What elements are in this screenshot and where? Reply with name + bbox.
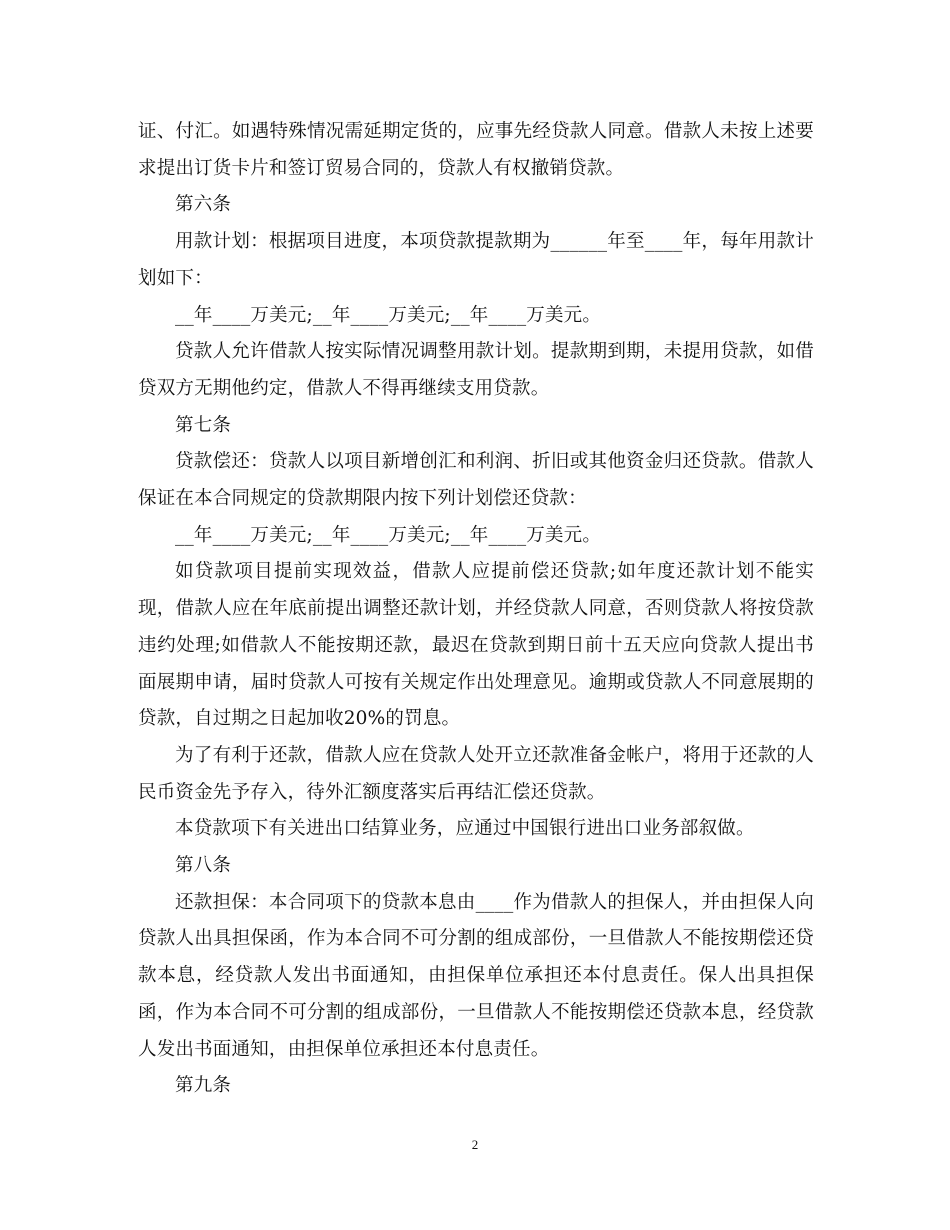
article-9-heading: 第九条 [175, 1075, 232, 1097]
article-7-heading: 第七条 [175, 414, 232, 436]
guarantee-paragraph: 还款担保：本合同项下的贷款本息由____作为借款人的担保人，并由担保人向贷款人出具担保函，作为本合同不可分割的组成部份，一旦借款人不能按期偿还贷款本息，经贷款人发出书面通知，由担保单位承担还本付息责任。保人出具担保函，作为本合同不可分割的组成部份，一旦借款人不能按期偿还贷款本息，经贷款人发出书面通知，由担保单位承担还本付息责任。 [138, 891, 814, 1060]
early-repayment-paragraph: 如贷款项目提前实现效益，借款人应提前偿还贷款;如年度还款计划不能实现，借款人应在年底前提出调整还款计划，并经贷款人同意，否则贷款人将按贷款违约处理;如借款人不能按期还款，最迟在贷款到期日前十五天应向贷款人提出书面展期申请，届时贷款人可按有关规定作出处理意见。逾期或贷款人不同意展期的贷款，自过期之日起加收20%的罚息。 [138, 561, 814, 730]
settlement-paragraph: 本贷款项下有关进出口结算业务，应通过中国银行进出口业务部叙做。 [175, 818, 755, 840]
repayment-schedule-line: __年____万美元;__年____万美元;__年____万美元。 [175, 524, 602, 546]
article-6-heading: 第六条 [175, 194, 232, 216]
repayment-paragraph: 贷款偿还：贷款人以项目新增创汇和利润、折旧或其他资金归还贷款。借款人保证在本合同规定的贷款期限内按下列计划偿还贷款： [138, 451, 814, 510]
article-8-heading: 第八条 [175, 855, 232, 877]
drawdown-plan-paragraph: 用款计划：根据项目进度，本项贷款提款期为______年至____年，每年用款计划如下： [138, 231, 814, 289]
reserve-account-paragraph: 为了有利于还款，借款人应在贷款人处开立还款准备金帐户，将用于还款的人民币资金先予存入，待外汇额度落实后再结汇偿还贷款。 [138, 744, 814, 803]
paragraph-continuation: 证、付汇。如遇特殊情况需延期定货的，应事先经贷款人同意。借款人未按上述要求提出订货卡片和签订贸易合同的，贷款人有权撤销贷款。 [138, 121, 814, 179]
drawdown-schedule-line: __年____万美元;__年____万美元;__年____万美元。 [175, 304, 602, 326]
page-number: 2 [471, 1137, 479, 1152]
document-body [138, 114, 814, 1105]
plan-adjustment-paragraph: 贷款人允许借款人按实际情况调整用款计划。提款期到期，未提用贷款，如借贷双方无期他约定，借款人不得再继续支用贷款。 [138, 341, 814, 399]
